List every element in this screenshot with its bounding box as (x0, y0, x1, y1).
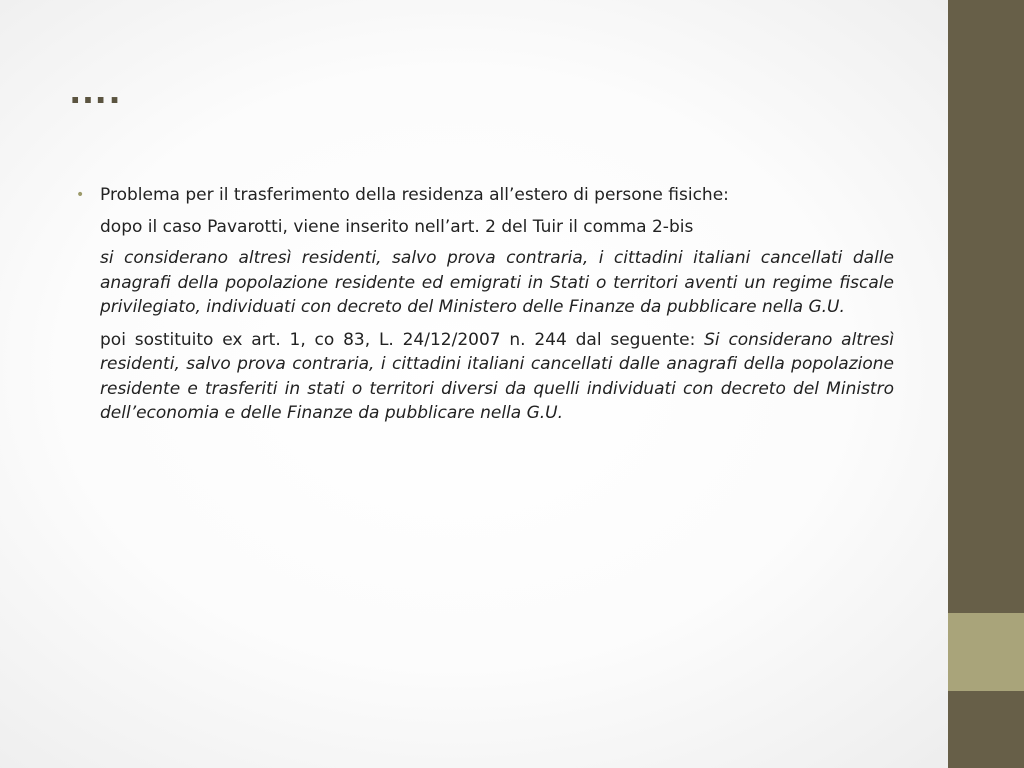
quoted-paragraph-replacement (100, 328, 894, 426)
bullet-item (76, 182, 894, 434)
side-decoration-accent (948, 613, 1024, 691)
replacement-intro: poi sostituito ex art. 1, co 83, L. 24/12/2007 n. 244 dal seguente: (100, 329, 705, 350)
bullet-icon: • (76, 187, 85, 203)
bullet-line-2: dopo il caso Pavarotti, viene inserito nell’art. 2 del Tuir il comma 2-bis (100, 217, 694, 237)
replacement-text: Si considerano altresì residenti, salvo prova contraria, i cittadini italiani cancellati dalle anagrafi della popolazione residente e trasferiti in stati o territori diversi da quelli individuati con decreto del Ministro dell’economia e delle Finanze da pubblicare nella G.U. (100, 329, 895, 423)
slide-body (76, 182, 894, 434)
bullet-text-block (100, 182, 894, 434)
quoted-paragraph-original: si considerano altresì residenti, salvo prova contraria, i cittadini italiani cancellati dalle anagrafi della popolazione residente ed emigrati in Stati o territori aventi un regime fiscale privilegiato, individuati con decreto del Ministero delle Finanze da pubblicare nella G.U. (100, 248, 894, 317)
bullet-line-1: Problema per il trasferimento della residenza all’estero di persone fisiche: (100, 185, 729, 205)
slide-title: …. (68, 68, 122, 112)
